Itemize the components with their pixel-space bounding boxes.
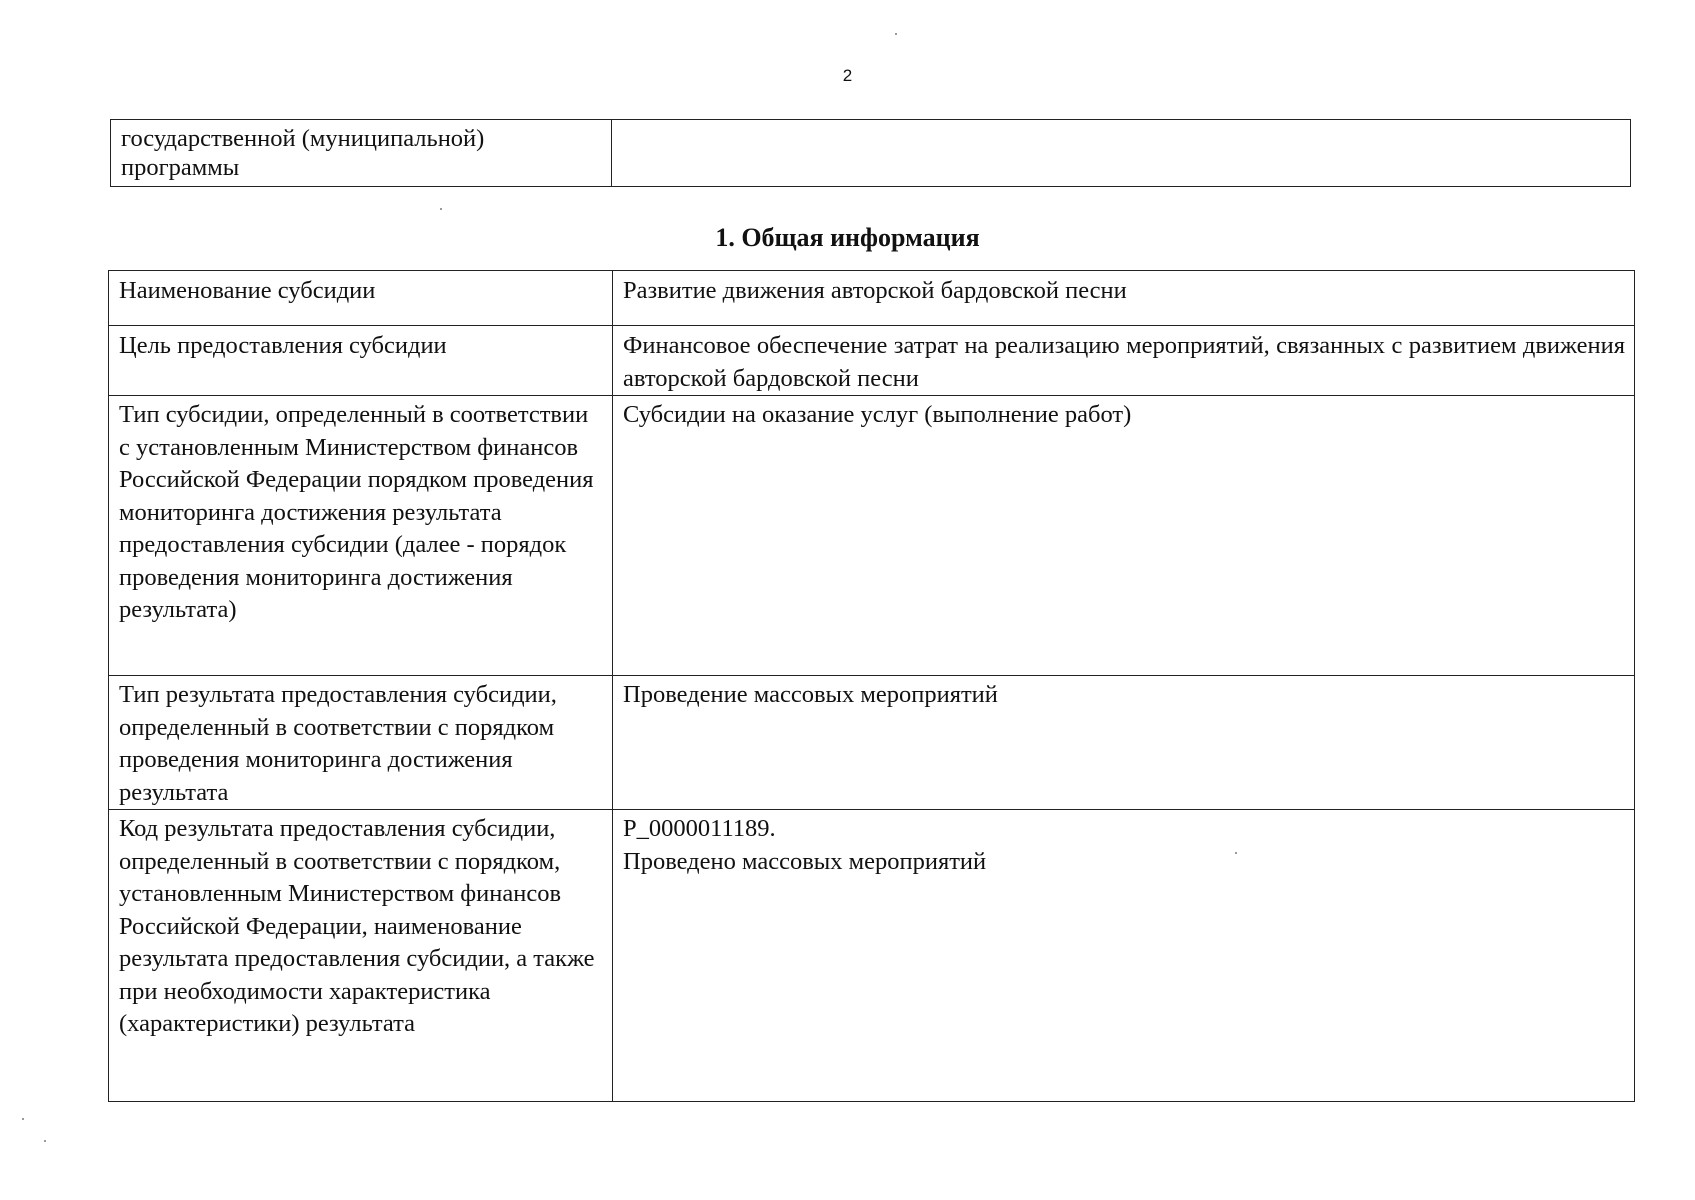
subsidy-goal-value: Финансовое обеспечение затрат на реализацию мероприятий, связанных с развитием движения авторской бардовской песни (613, 326, 1635, 396)
program-label-cell: государственной (муниципальной) программы (111, 120, 612, 187)
result-code-label: Код результата предоставления субсидии, определенный в соответствии с порядком, установленным Министерством финансов Российской Федерации, наименование результата предоставления субсидии, а также при необходимости характеристика (характеристики) результата (109, 810, 613, 1102)
subsidy-type-value: Субсидии на оказание услуг (выполнение работ) (613, 396, 1635, 676)
subsidy-name-value: Развитие движения авторской бардовской песни (613, 271, 1635, 326)
program-value-cell (612, 120, 1631, 187)
scan-speck (440, 208, 442, 210)
result-type-value: Проведение массовых мероприятий (613, 676, 1635, 810)
scan-speck (1235, 852, 1237, 854)
result-name: Проведено массовых мероприятий (623, 847, 987, 875)
result-type-label: Тип результата предоставления субсидии, определенный в соответствии с порядком проведения мониторинга достижения результата (109, 676, 613, 810)
result-code: P_0000011189. (623, 815, 776, 842)
table-row (109, 810, 1635, 1102)
page-number: 2 (842, 66, 853, 85)
section-title: 1. Общая информация (715, 223, 980, 252)
table-row (109, 271, 1635, 326)
table-row (109, 676, 1635, 810)
continuation-table (110, 119, 1631, 187)
subsidy-type-label: Тип субсидии, определенный в соответствии с установленным Министерством финансов Российской Федерации порядком проведения мониторинга достижения результата предоставления субсидии (далее - порядок проведения мониторинга достижения результата) (109, 396, 613, 676)
subsidy-name-label: Наименование субсидии (109, 271, 613, 326)
table-row (111, 120, 1631, 187)
general-info-table (108, 270, 1635, 1102)
table-row (109, 396, 1635, 676)
result-code-value-cell (613, 810, 1635, 1102)
scan-speck (22, 1118, 24, 1120)
table-row (109, 326, 1635, 396)
subsidy-goal-label: Цель предоставления субсидии (109, 326, 613, 396)
scan-speck (895, 33, 897, 35)
scan-speck (44, 1140, 46, 1142)
